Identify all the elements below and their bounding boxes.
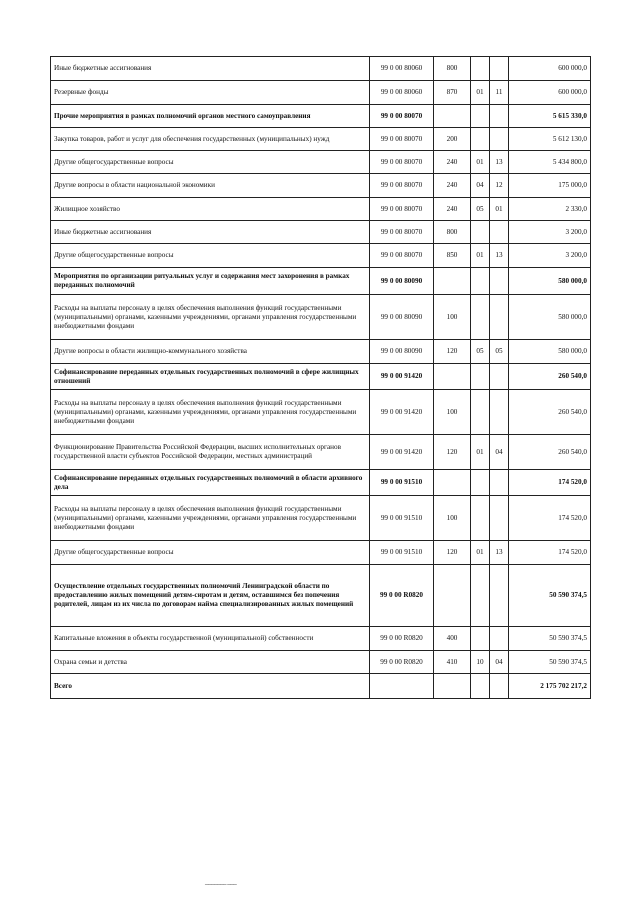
subsection-code-cell: [490, 364, 509, 390]
item-name-cell: Другие общегосударственные вопросы: [51, 244, 370, 268]
target-article-code-cell: 99 0 00 91510: [370, 541, 434, 565]
item-name-cell: Иные бюджетные ассигнования: [51, 57, 370, 81]
item-name-cell: Всего: [51, 674, 370, 699]
table-row: [51, 105, 591, 128]
section-code-cell: [471, 364, 490, 390]
subsection-code-cell: [490, 105, 509, 128]
table-row: [51, 57, 591, 81]
section-code-cell: [471, 128, 490, 151]
table-row: [51, 268, 591, 295]
table-row: [51, 565, 591, 627]
subsection-code-cell: [490, 221, 509, 244]
expense-type-code-cell: 240: [434, 151, 471, 174]
budget-table-body: [51, 57, 591, 699]
target-article-code-cell: 99 0 00 80060: [370, 57, 434, 81]
amount-cell: 600 000,0: [509, 57, 591, 81]
table-row: [51, 174, 591, 198]
item-name-cell: Софинансирование переданных отдельных государственных полномочий в области архивного дела: [51, 470, 370, 496]
expense-type-code-cell: 120: [434, 435, 471, 470]
item-name-cell: Софинансирование переданных отдельных государственных полномочий в сфере жилищных отношений: [51, 364, 370, 390]
expense-type-code-cell: [434, 268, 471, 295]
item-name-cell: Другие общегосударственные вопросы: [51, 151, 370, 174]
item-name-cell: Другие общегосударственные вопросы: [51, 541, 370, 565]
table-row: [51, 128, 591, 151]
subsection-code-cell: [490, 496, 509, 541]
item-name-cell: Закупка товаров, работ и услуг для обеспечения государственных (муниципальных) нужд: [51, 128, 370, 151]
section-code-cell: 01: [471, 435, 490, 470]
expense-type-code-cell: 120: [434, 340, 471, 364]
subsection-code-cell: 13: [490, 244, 509, 268]
amount-cell: 175 000,0: [509, 174, 591, 198]
expense-type-code-cell: [434, 565, 471, 627]
item-name-cell: Охрана семьи и детства: [51, 651, 370, 674]
target-article-code-cell: 99 0 00 80060: [370, 81, 434, 105]
section-code-cell: [471, 105, 490, 128]
target-article-code-cell: 99 0 00 80070: [370, 128, 434, 151]
table-row: [51, 627, 591, 651]
expense-type-code-cell: [434, 105, 471, 128]
amount-cell: 580 000,0: [509, 295, 591, 340]
section-code-cell: 05: [471, 198, 490, 221]
section-code-cell: 04: [471, 174, 490, 198]
item-name-cell: Другие вопросы в области жилищно-коммунального хозяйства: [51, 340, 370, 364]
section-code-cell: 01: [471, 244, 490, 268]
expense-type-code-cell: 800: [434, 57, 471, 81]
subsection-code-cell: 04: [490, 651, 509, 674]
expense-type-code-cell: 800: [434, 221, 471, 244]
item-name-cell: Капитальные вложения в объекты государственной (муниципальной) собственности: [51, 627, 370, 651]
item-name-cell: Другие вопросы в области национальной экономики: [51, 174, 370, 198]
target-article-code-cell: 99 0 00 80070: [370, 151, 434, 174]
table-row: [51, 340, 591, 364]
section-code-cell: [471, 221, 490, 244]
subsection-code-cell: 01: [490, 198, 509, 221]
expense-type-code-cell: 410: [434, 651, 471, 674]
table-row: [51, 364, 591, 390]
expense-type-code-cell: 100: [434, 295, 471, 340]
section-code-cell: 10: [471, 651, 490, 674]
amount-cell: 600 000,0: [509, 81, 591, 105]
amount-cell: 260 540,0: [509, 390, 591, 435]
target-article-code-cell: 99 0 00 91420: [370, 390, 434, 435]
table-row: [51, 151, 591, 174]
target-article-code-cell: 99 0 00 91420: [370, 364, 434, 390]
subsection-code-cell: [490, 674, 509, 699]
section-code-cell: 01: [471, 81, 490, 105]
table-row: [51, 81, 591, 105]
amount-cell: 580 000,0: [509, 268, 591, 295]
amount-cell: 174 520,0: [509, 470, 591, 496]
amount-cell: 2 175 702 217,2: [509, 674, 591, 699]
section-code-cell: 05: [471, 340, 490, 364]
item-name-cell: Резервные фонды: [51, 81, 370, 105]
expense-type-code-cell: 240: [434, 174, 471, 198]
target-article-code-cell: 99 0 00 80070: [370, 198, 434, 221]
table-row: [51, 295, 591, 340]
target-article-code-cell: 99 0 00 R0820: [370, 627, 434, 651]
amount-cell: 580 000,0: [509, 340, 591, 364]
table-row: [51, 496, 591, 541]
expense-type-code-cell: [434, 470, 471, 496]
section-code-cell: [471, 496, 490, 541]
table-row: [51, 390, 591, 435]
amount-cell: 3 200,0: [509, 221, 591, 244]
expense-type-code-cell: 200: [434, 128, 471, 151]
target-article-code-cell: 99 0 00 80070: [370, 174, 434, 198]
subsection-code-cell: 05: [490, 340, 509, 364]
amount-cell: 3 200,0: [509, 244, 591, 268]
subsection-code-cell: 13: [490, 151, 509, 174]
item-name-cell: Расходы на выплаты персоналу в целях обеспечения выполнения функций государственными (муниципальными) органами, казенными учреждениями, органами управления государственными внебюджетными фондами: [51, 390, 370, 435]
target-article-code-cell: 99 0 00 R0820: [370, 651, 434, 674]
item-name-cell: Мероприятия по организации ритуальных услуг и содержания мест захоронения в рамках переданных полномочий: [51, 268, 370, 295]
subsection-code-cell: 04: [490, 435, 509, 470]
section-code-cell: [471, 674, 490, 699]
section-code-cell: [471, 295, 490, 340]
expense-type-code-cell: 240: [434, 198, 471, 221]
expense-type-code-cell: 850: [434, 244, 471, 268]
subsection-code-cell: [490, 57, 509, 81]
target-article-code-cell: 99 0 00 80070: [370, 221, 434, 244]
table-row: [51, 435, 591, 470]
target-article-code-cell: 99 0 00 91510: [370, 470, 434, 496]
section-code-cell: [471, 565, 490, 627]
subsection-code-cell: 12: [490, 174, 509, 198]
expense-type-code-cell: 100: [434, 496, 471, 541]
target-article-code-cell: 99 0 00 91510: [370, 496, 434, 541]
subsection-code-cell: [490, 268, 509, 295]
target-article-code-cell: 99 0 00 R0820: [370, 565, 434, 627]
target-article-code-cell: 99 0 00 80090: [370, 268, 434, 295]
section-code-cell: [471, 390, 490, 435]
subsection-code-cell: 11: [490, 81, 509, 105]
item-name-cell: Функционирование Правительства Российской Федерации, высших исполнительных органов государственной власти субъектов Российской Федерации, местных администраций: [51, 435, 370, 470]
amount-cell: 50 590 374,5: [509, 627, 591, 651]
amount-cell: 50 590 374,5: [509, 565, 591, 627]
budget-table: [50, 56, 591, 699]
table-row: [51, 674, 591, 699]
amount-cell: 260 540,0: [509, 435, 591, 470]
amount-cell: 5 434 800,0: [509, 151, 591, 174]
subsection-code-cell: [490, 390, 509, 435]
section-code-cell: [471, 268, 490, 295]
table-row: [51, 198, 591, 221]
footer-mark: _______ ___: [205, 878, 237, 886]
amount-cell: 174 520,0: [509, 541, 591, 565]
amount-cell: 260 540,0: [509, 364, 591, 390]
section-code-cell: [471, 470, 490, 496]
subsection-code-cell: [490, 128, 509, 151]
amount-cell: 174 520,0: [509, 496, 591, 541]
target-article-code-cell: 99 0 00 80070: [370, 244, 434, 268]
item-name-cell: Расходы на выплаты персоналу в целях обеспечения выполнения функций государственными (муниципальными) органами, казенными учреждениями, органами управления государственными внебюджетными фондами: [51, 496, 370, 541]
table-row: [51, 541, 591, 565]
amount-cell: 50 590 374,5: [509, 651, 591, 674]
amount-cell: 5 612 130,0: [509, 128, 591, 151]
item-name-cell: Прочие мероприятия в рамках полномочий органов местного самоуправления: [51, 105, 370, 128]
item-name-cell: Жилищное хозяйство: [51, 198, 370, 221]
subsection-code-cell: [490, 627, 509, 651]
subsection-code-cell: 13: [490, 541, 509, 565]
amount-cell: 5 615 330,0: [509, 105, 591, 128]
target-article-code-cell: 99 0 00 91420: [370, 435, 434, 470]
subsection-code-cell: [490, 295, 509, 340]
section-code-cell: [471, 57, 490, 81]
section-code-cell: [471, 627, 490, 651]
item-name-cell: Осуществление отдельных государственных полномочий Ленинградской области по предоставлению жилых помещений детям-сиротам и детям, оставшимся без попечения родителей, лицам из их числа по договорам найма специализированных жилых помещений: [51, 565, 370, 627]
amount-cell: 2 330,0: [509, 198, 591, 221]
section-code-cell: 01: [471, 151, 490, 174]
expense-type-code-cell: [434, 364, 471, 390]
target-article-code-cell: 99 0 00 80090: [370, 340, 434, 364]
item-name-cell: Расходы на выплаты персоналу в целях обеспечения выполнения функций государственными (муниципальными) органами, казенными учреждениями, органами управления государственными внебюджетными фондами: [51, 295, 370, 340]
expense-type-code-cell: [434, 674, 471, 699]
subsection-code-cell: [490, 470, 509, 496]
table-row: [51, 651, 591, 674]
target-article-code-cell: 99 0 00 80090: [370, 295, 434, 340]
expense-type-code-cell: 870: [434, 81, 471, 105]
table-row: [51, 221, 591, 244]
subsection-code-cell: [490, 565, 509, 627]
expense-type-code-cell: 120: [434, 541, 471, 565]
table-row: [51, 470, 591, 496]
expense-type-code-cell: 100: [434, 390, 471, 435]
item-name-cell: Иные бюджетные ассигнования: [51, 221, 370, 244]
target-article-code-cell: 99 0 00 80070: [370, 105, 434, 128]
section-code-cell: 01: [471, 541, 490, 565]
table-row: [51, 244, 591, 268]
target-article-code-cell: [370, 674, 434, 699]
expense-type-code-cell: 400: [434, 627, 471, 651]
